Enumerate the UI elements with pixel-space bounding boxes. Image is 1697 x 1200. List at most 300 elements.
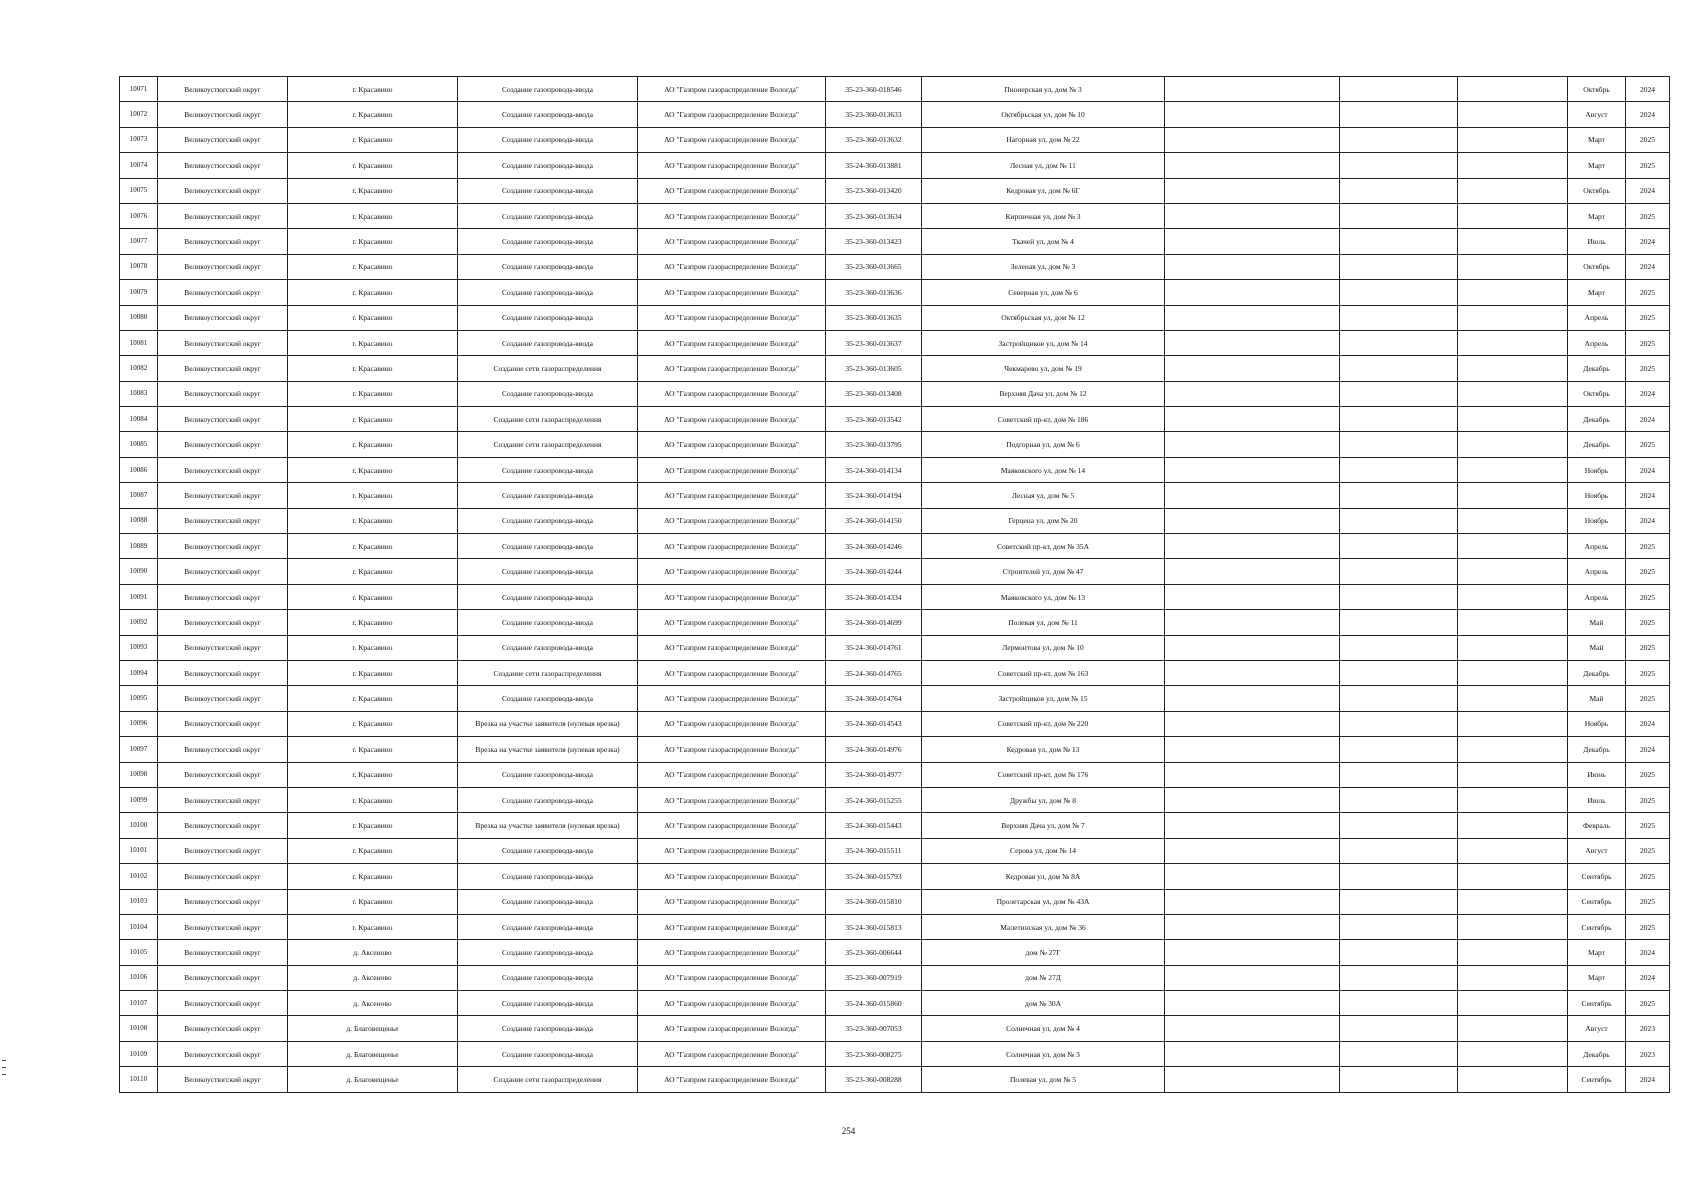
activity-cell: Создание газопровода-ввода [458,838,638,863]
district-cell: Великоустюгский округ [158,483,288,508]
empty-cell [1458,914,1568,939]
address-cell: Северная ул, дом № 6 [922,280,1165,305]
district-cell: Великоустюгский округ [158,305,288,330]
row-number-cell: 10091 [120,584,158,609]
month-cell: Сентябрь [1568,864,1626,889]
empty-cell [1458,1067,1568,1092]
row-number-cell: 10097 [120,737,158,762]
empty-cell [1340,305,1458,330]
row-number-cell: 10084 [120,407,158,432]
empty-cell [1165,787,1340,812]
table-row [120,1016,1670,1041]
data-table [119,76,1670,1093]
settlement-cell: г. Красавино [288,280,458,305]
address-cell: Подгорная ул, дом № 6 [922,432,1165,457]
address-cell: Советский пр-кт, дом № 35А [922,534,1165,559]
address-cell: Советский пр-кт, дом № 186 [922,407,1165,432]
district-cell: Великоустюгский округ [158,77,288,102]
district-cell: Великоустюгский округ [158,229,288,254]
district-cell: Великоустюгский округ [158,737,288,762]
district-cell: Великоустюгский округ [158,153,288,178]
district-cell: Великоустюгский округ [158,407,288,432]
cadastral-number-cell: 35-23-360-008275 [826,1041,922,1066]
row-number-cell: 10110 [120,1067,158,1092]
settlement-cell: д. Аксеново [288,991,458,1016]
empty-cell [1458,305,1568,330]
activity-cell: Создание газопровода-ввода [458,330,638,355]
address-cell: Серова ул, дом № 14 [922,838,1165,863]
cadastral-number-cell: 35-24-360-015860 [826,991,922,1016]
empty-cell [1458,686,1568,711]
district-cell: Великоустюгский округ [158,610,288,635]
table-row [120,762,1670,787]
empty-cell [1165,1067,1340,1092]
activity-cell: Создание сети газораспределения [458,432,638,457]
activity-cell: Врезка на участке заявителя (нулевая врезка) [458,813,638,838]
settlement-cell: г. Красавино [288,534,458,559]
settlement-cell: д. Аксеново [288,965,458,990]
settlement-cell: г. Красавино [288,686,458,711]
year-cell: 2024 [1626,77,1670,102]
table-row [120,102,1670,127]
settlement-cell: г. Красавино [288,356,458,381]
cadastral-number-cell: 35-24-360-015511 [826,838,922,863]
table-row [120,787,1670,812]
table-row [120,991,1670,1016]
settlement-cell: г. Красавино [288,914,458,939]
district-cell: Великоустюгский округ [158,254,288,279]
cadastral-number-cell: 35-24-360-015255 [826,787,922,812]
organization-cell: АО "Газпром газораспределение Вологда" [638,686,826,711]
year-cell: 2024 [1626,940,1670,965]
table-row [120,838,1670,863]
address-cell: Полевая ул, дом № 5 [922,1067,1165,1092]
empty-cell [1340,914,1458,939]
month-cell: Июнь [1568,762,1626,787]
table-row [120,686,1670,711]
empty-cell [1458,457,1568,482]
organization-cell: АО "Газпром газораспределение Вологда" [638,635,826,660]
month-cell: Март [1568,127,1626,152]
activity-cell: Создание газопровода-ввода [458,965,638,990]
row-number-cell: 10100 [120,813,158,838]
organization-cell: АО "Газпром газораспределение Вологда" [638,178,826,203]
cadastral-number-cell: 35-24-360-014543 [826,711,922,736]
organization-cell: АО "Газпром газораспределение Вологда" [638,254,826,279]
address-cell: Герцена ул, дом № 20 [922,508,1165,533]
empty-cell [1340,635,1458,660]
month-cell: Апрель [1568,559,1626,584]
empty-cell [1458,762,1568,787]
empty-cell [1340,991,1458,1016]
row-number-cell: 10105 [120,940,158,965]
empty-cell [1458,77,1568,102]
settlement-cell: г. Красавино [288,229,458,254]
row-number-cell: 10102 [120,864,158,889]
empty-cell [1340,280,1458,305]
year-cell: 2025 [1626,914,1670,939]
organization-cell: АО "Газпром газораспределение Вологда" [638,1016,826,1041]
organization-cell: АО "Газпром газораспределение Вологда" [638,534,826,559]
organization-cell: АО "Газпром газораспределение Вологда" [638,610,826,635]
year-cell: 2024 [1626,1067,1670,1092]
table-row [120,432,1670,457]
empty-cell [1458,559,1568,584]
address-cell: Октябрьская ул, дом № 10 [922,102,1165,127]
district-cell: Великоустюгский округ [158,457,288,482]
cadastral-number-cell: 35-24-360-014244 [826,559,922,584]
settlement-cell: г. Красавино [288,610,458,635]
table-row [120,305,1670,330]
table-row [120,1041,1670,1066]
month-cell: Ноябрь [1568,457,1626,482]
month-cell: Декабрь [1568,356,1626,381]
activity-cell: Создание газопровода-ввода [458,991,638,1016]
row-number-cell: 10088 [120,508,158,533]
table-row [120,1067,1670,1092]
activity-cell: Создание газопровода-ввода [458,305,638,330]
row-number-cell: 10078 [120,254,158,279]
activity-cell: Создание сети газораспределения [458,1067,638,1092]
month-cell: Июль [1568,787,1626,812]
district-cell: Великоустюгский округ [158,1067,288,1092]
year-cell: 2025 [1626,330,1670,355]
activity-cell: Создание газопровода-ввода [458,102,638,127]
district-cell: Великоустюгский округ [158,584,288,609]
address-cell: Полевая ул, дом № 11 [922,610,1165,635]
settlement-cell: г. Красавино [288,787,458,812]
organization-cell: АО "Газпром газораспределение Вологда" [638,864,826,889]
year-cell: 2025 [1626,660,1670,685]
month-cell: Декабрь [1568,407,1626,432]
year-cell: 2025 [1626,686,1670,711]
empty-cell [1458,711,1568,736]
organization-cell: АО "Газпром газораспределение Вологда" [638,762,826,787]
table-row [120,229,1670,254]
row-number-cell: 10087 [120,483,158,508]
empty-cell [1165,762,1340,787]
empty-cell [1165,77,1340,102]
empty-cell [1458,813,1568,838]
edge-mark [2,1067,6,1068]
table-body [120,77,1670,1093]
settlement-cell: г. Красавино [288,889,458,914]
empty-cell [1340,381,1458,406]
empty-cell [1165,508,1340,533]
cadastral-number-cell: 35-23-360-013665 [826,254,922,279]
cadastral-number-cell: 35-23-360-013423 [826,229,922,254]
activity-cell: Создание газопровода-ввода [458,229,638,254]
organization-cell: АО "Газпром газораспределение Вологда" [638,787,826,812]
table-row [120,508,1670,533]
empty-cell [1165,660,1340,685]
activity-cell: Создание газопровода-ввода [458,940,638,965]
district-cell: Великоустюгский округ [158,508,288,533]
activity-cell: Создание газопровода-ввода [458,635,638,660]
activity-cell: Создание газопровода-ввода [458,508,638,533]
settlement-cell: г. Красавино [288,330,458,355]
month-cell: Август [1568,102,1626,127]
empty-cell [1340,787,1458,812]
table-row [120,737,1670,762]
address-cell: Верхняя Дача ул, дом № 12 [922,381,1165,406]
table-row [120,203,1670,228]
year-cell: 2024 [1626,965,1670,990]
table-row [120,813,1670,838]
activity-cell: Создание газопровода-ввода [458,77,638,102]
row-number-cell: 10108 [120,1016,158,1041]
cadastral-number-cell: 35-24-360-013881 [826,153,922,178]
empty-cell [1458,381,1568,406]
district-cell: Великоустюгский округ [158,203,288,228]
edge-mark [2,1060,6,1061]
address-cell: Кедровая ул, дом № 8А [922,864,1165,889]
row-number-cell: 10093 [120,635,158,660]
activity-cell: Создание газопровода-ввода [458,610,638,635]
cadastral-number-cell: 35-24-360-014150 [826,508,922,533]
cadastral-number-cell: 35-23-360-013635 [826,305,922,330]
table-row [120,889,1670,914]
year-cell: 2025 [1626,813,1670,838]
empty-cell [1340,813,1458,838]
organization-cell: АО "Газпром газораспределение Вологда" [638,559,826,584]
empty-cell [1340,864,1458,889]
cadastral-number-cell: 35-23-360-013636 [826,280,922,305]
row-number-cell: 10086 [120,457,158,482]
month-cell: Март [1568,153,1626,178]
district-cell: Великоустюгский округ [158,660,288,685]
district-cell: Великоустюгский округ [158,127,288,152]
empty-cell [1458,153,1568,178]
year-cell: 2023 [1626,1041,1670,1066]
year-cell: 2025 [1626,762,1670,787]
district-cell: Великоустюгский округ [158,864,288,889]
empty-cell [1165,407,1340,432]
month-cell: Май [1568,686,1626,711]
empty-cell [1458,407,1568,432]
table-row [120,483,1670,508]
year-cell: 2024 [1626,229,1670,254]
cadastral-number-cell: 35-24-360-014334 [826,584,922,609]
year-cell: 2025 [1626,559,1670,584]
organization-cell: АО "Газпром газораспределение Вологда" [638,203,826,228]
empty-cell [1340,508,1458,533]
table-row [120,559,1670,584]
month-cell: Ноябрь [1568,483,1626,508]
activity-cell: Врезка на участке заявителя (нулевая врезка) [458,711,638,736]
row-number-cell: 10092 [120,610,158,635]
year-cell: 2024 [1626,407,1670,432]
empty-cell [1458,610,1568,635]
district-cell: Великоустюгский округ [158,102,288,127]
district-cell: Великоустюгский округ [158,178,288,203]
cadastral-number-cell: 35-23-360-013795 [826,432,922,457]
empty-cell [1165,254,1340,279]
activity-cell: Создание газопровода-ввода [458,559,638,584]
empty-cell [1340,610,1458,635]
settlement-cell: г. Красавино [288,254,458,279]
empty-cell [1165,102,1340,127]
organization-cell: АО "Газпром газораспределение Вологда" [638,660,826,685]
year-cell: 2025 [1626,864,1670,889]
settlement-cell: г. Красавино [288,559,458,584]
organization-cell: АО "Газпром газораспределение Вологда" [638,127,826,152]
year-cell: 2025 [1626,838,1670,863]
address-cell: дом № 27Г [922,940,1165,965]
address-cell: Лесная ул, дом № 5 [922,483,1165,508]
month-cell: Октябрь [1568,381,1626,406]
year-cell: 2025 [1626,356,1670,381]
empty-cell [1340,660,1458,685]
settlement-cell: г. Красавино [288,762,458,787]
settlement-cell: г. Красавино [288,635,458,660]
settlement-cell: д. Благовещенье [288,1067,458,1092]
activity-cell: Создание сети газораспределения [458,660,638,685]
empty-cell [1165,534,1340,559]
table-row [120,864,1670,889]
settlement-cell: г. Красавино [288,102,458,127]
month-cell: Февраль [1568,813,1626,838]
district-cell: Великоустюгский округ [158,534,288,559]
organization-cell: АО "Газпром газораспределение Вологда" [638,483,826,508]
empty-cell [1340,432,1458,457]
cadastral-number-cell: 35-23-360-013634 [826,203,922,228]
address-cell: Верхняя Дача ул, дом № 7 [922,813,1165,838]
empty-cell [1458,508,1568,533]
empty-cell [1165,711,1340,736]
row-number-cell: 10081 [120,330,158,355]
empty-cell [1340,1041,1458,1066]
table-row [120,457,1670,482]
empty-cell [1165,483,1340,508]
row-number-cell: 10076 [120,203,158,228]
empty-cell [1165,635,1340,660]
cadastral-number-cell: 35-23-360-013605 [826,356,922,381]
empty-cell [1458,330,1568,355]
table-row [120,914,1670,939]
organization-cell: АО "Газпром газораспределение Вологда" [638,914,826,939]
empty-cell [1340,965,1458,990]
empty-cell [1340,407,1458,432]
organization-cell: АО "Газпром газораспределение Вологда" [638,991,826,1016]
activity-cell: Создание газопровода-ввода [458,686,638,711]
empty-cell [1165,940,1340,965]
district-cell: Великоустюгский округ [158,330,288,355]
cadastral-number-cell: 35-24-360-014765 [826,660,922,685]
month-cell: Март [1568,203,1626,228]
month-cell: Ноябрь [1568,508,1626,533]
address-cell: Ткачей ул, дом № 4 [922,229,1165,254]
activity-cell: Создание газопровода-ввода [458,762,638,787]
cadastral-number-cell: 35-24-360-015443 [826,813,922,838]
activity-cell: Создание сети газораспределения [458,407,638,432]
district-cell: Великоустюгский округ [158,889,288,914]
row-number-cell: 10075 [120,178,158,203]
empty-cell [1458,737,1568,762]
district-cell: Великоустюгский округ [158,762,288,787]
month-cell: Апрель [1568,584,1626,609]
address-cell: Кирпичная ул, дом № 3 [922,203,1165,228]
empty-cell [1165,864,1340,889]
district-cell: Великоустюгский округ [158,991,288,1016]
table-row [120,711,1670,736]
empty-cell [1165,330,1340,355]
organization-cell: АО "Газпром газораспределение Вологда" [638,305,826,330]
address-cell: Пионерская ул, дом № 3 [922,77,1165,102]
year-cell: 2024 [1626,254,1670,279]
empty-cell [1458,864,1568,889]
month-cell: Май [1568,635,1626,660]
cadastral-number-cell: 35-23-360-013542 [826,407,922,432]
empty-cell [1458,254,1568,279]
organization-cell: АО "Газпром газораспределение Вологда" [638,737,826,762]
row-number-cell: 10098 [120,762,158,787]
cadastral-number-cell: 35-24-360-014977 [826,762,922,787]
cadastral-number-cell: 35-24-360-014246 [826,534,922,559]
empty-cell [1340,457,1458,482]
district-cell: Великоустюгский округ [158,965,288,990]
cadastral-number-cell: 35-23-360-013408 [826,381,922,406]
organization-cell: АО "Газпром газораспределение Вологда" [638,940,826,965]
activity-cell: Создание газопровода-ввода [458,483,638,508]
cadastral-number-cell: 35-23-360-007919 [826,965,922,990]
activity-cell: Создание газопровода-ввода [458,127,638,152]
organization-cell: АО "Газпром газораспределение Вологда" [638,153,826,178]
settlement-cell: г. Красавино [288,178,458,203]
empty-cell [1458,534,1568,559]
table-row [120,178,1670,203]
empty-cell [1458,787,1568,812]
empty-cell [1340,229,1458,254]
address-cell: Нагорная ул, дом № 22 [922,127,1165,152]
row-number-cell: 10109 [120,1041,158,1066]
empty-cell [1458,965,1568,990]
row-number-cell: 10099 [120,787,158,812]
empty-cell [1165,965,1340,990]
organization-cell: АО "Газпром газораспределение Вологда" [638,229,826,254]
cadastral-number-cell: 35-24-360-015813 [826,914,922,939]
month-cell: Ноябрь [1568,711,1626,736]
organization-cell: АО "Газпром газораспределение Вологда" [638,432,826,457]
empty-cell [1340,254,1458,279]
activity-cell: Создание сети газораспределения [458,356,638,381]
organization-cell: АО "Газпром газораспределение Вологда" [638,1067,826,1092]
month-cell: Март [1568,940,1626,965]
address-cell: Малетинская ул, дом № 36 [922,914,1165,939]
activity-cell: Создание газопровода-ввода [458,584,638,609]
activity-cell: Создание газопровода-ввода [458,178,638,203]
address-cell: дом № 27Д [922,965,1165,990]
address-cell: Лермонтова ул, дом № 10 [922,635,1165,660]
address-cell: Зеленая ул, дом № 3 [922,254,1165,279]
cadastral-number-cell: 35-24-360-014764 [826,686,922,711]
empty-cell [1340,711,1458,736]
page-number: 254 [841,1126,856,1136]
empty-cell [1340,77,1458,102]
organization-cell: АО "Газпром газораспределение Вологда" [638,280,826,305]
empty-cell [1165,153,1340,178]
empty-cell [1458,178,1568,203]
empty-cell [1458,940,1568,965]
district-cell: Великоустюгский округ [158,280,288,305]
district-cell: Великоустюгский округ [158,787,288,812]
empty-cell [1165,559,1340,584]
address-cell: Застройщиков ул, дом № 15 [922,686,1165,711]
settlement-cell: г. Красавино [288,432,458,457]
row-number-cell: 10096 [120,711,158,736]
table-row [120,660,1670,685]
month-cell: Март [1568,280,1626,305]
